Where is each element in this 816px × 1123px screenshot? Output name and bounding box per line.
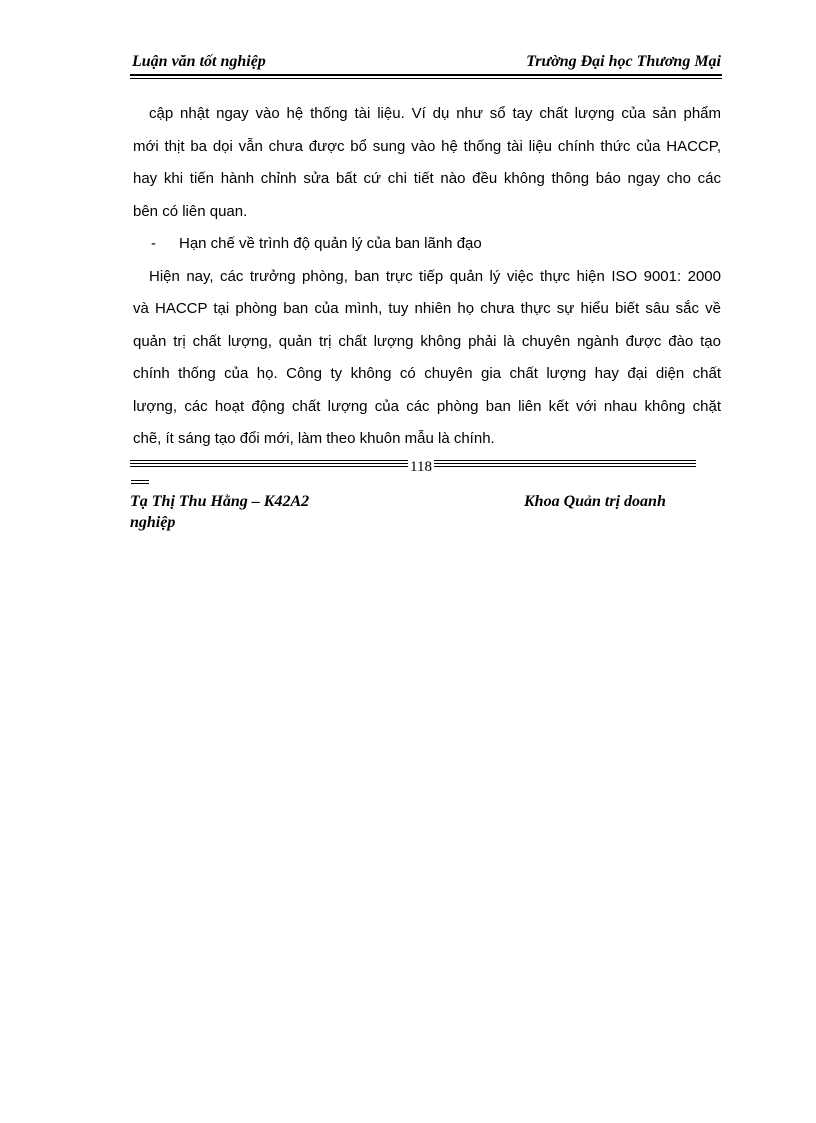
header-university-name: Trường Đại học Thương Mại	[526, 53, 721, 70]
paragraph-line-4: chính thống của họ. Công ty không có chuyên gia chất lượng hay đại diện chất	[133, 365, 721, 382]
footer-department: Khoa Quản trị doanh	[524, 493, 666, 510]
bullet-text: Hạn chế về trình độ quản lý của ban lãnh đạo	[179, 235, 482, 252]
page-number: 118	[410, 459, 432, 475]
paragraph-line-1: Hiện nay, các trưởng phòng, ban trực tiếp quản lý việc thực hiện ISO 9001: 2000	[149, 267, 721, 285]
bullet-item	[133, 228, 721, 261]
body-line-4: bên có liên quan.	[133, 202, 248, 220]
body-line-2: mới thịt ba dọi vẫn chưa được bổ sung vào hệ thống tài liệu chính thức của HACCP,	[133, 137, 721, 155]
paragraph-line-3: quản trị chất lượng, quản trị chất lượng không phải là chuyên ngành được đào tạo	[133, 332, 721, 350]
bullet-marker: -	[151, 235, 156, 252]
paragraph-line-6: chẽ, ít sáng tạo đổi mới, làm theo khuôn mẫu là chính.	[133, 430, 495, 447]
header-rule-thin	[130, 78, 722, 79]
body-line-3: hay khi tiến hành chỉnh sửa bất cứ chi tiết nào đều không thông báo ngay cho các	[133, 170, 721, 187]
header-rule-thick	[130, 74, 722, 76]
footer-author: Tạ Thị Thu Hằng – K42A2	[130, 493, 310, 510]
paragraph-line-2: và HACCP tại phòng ban của mình, tuy nhiên họ chưa thực sự hiểu biết sâu sắc về	[133, 300, 721, 317]
header-thesis-title: Luận văn tốt nghiệp	[132, 53, 266, 70]
document-body	[133, 98, 721, 456]
paragraph-line-5: lượng, các hoạt động chất lượng của các phòng ban liên kết với nhau không chặt	[133, 397, 721, 415]
body-line-1: cập nhật ngay vào hệ thống tài liệu. Ví dụ như sổ tay chất lượng của sản phẩm	[149, 105, 721, 122]
footer-department-wrap: nghiệp	[130, 514, 176, 531]
footer-short-rule-1	[131, 480, 149, 481]
footer-short-rule-2	[131, 483, 149, 484]
